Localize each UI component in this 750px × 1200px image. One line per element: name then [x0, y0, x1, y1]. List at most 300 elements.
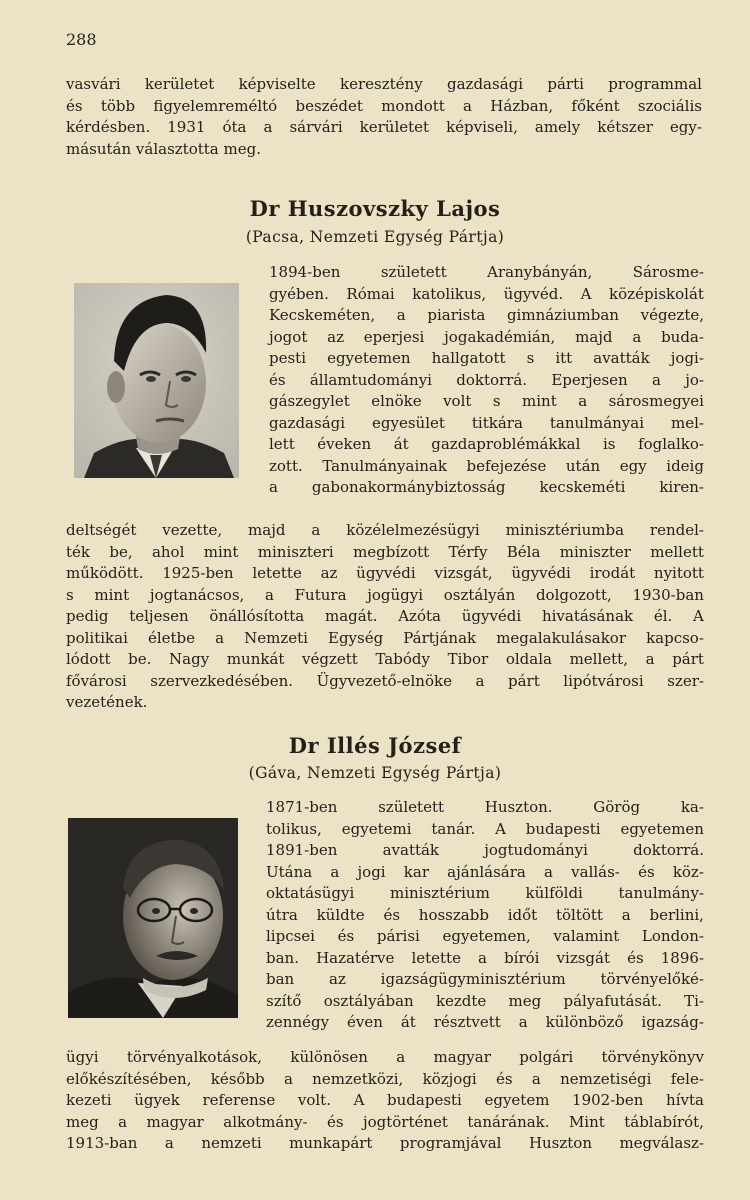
text-line — [66, 1069, 704, 1091]
bio-text-column — [266, 797, 704, 1034]
text-word: miniszteri — [257, 542, 334, 561]
text-word: fővárosi — [66, 671, 127, 690]
text-word: különböző — [545, 1013, 624, 1031]
text-word: ban — [266, 970, 295, 988]
text-word: a — [651, 370, 661, 389]
text-word: katolikus, — [412, 284, 487, 303]
text-word: vizsgát, — [434, 564, 493, 582]
text-word: magyar — [433, 1048, 491, 1066]
text-line — [269, 434, 704, 456]
text-word: szer- — [667, 671, 704, 690]
text-line — [66, 585, 704, 607]
text-line — [266, 948, 704, 970]
text-word: tanulmányai — [549, 413, 645, 432]
text-word: mint — [94, 585, 130, 604]
text-word: és — [66, 96, 83, 115]
text-word: A — [353, 1091, 365, 1109]
text-line — [269, 284, 704, 306]
text-word: igazságügyminisztérium — [380, 970, 566, 988]
text-word: a — [645, 650, 655, 668]
text-word: keresztény — [340, 75, 423, 93]
text-word: jogtudományi — [484, 841, 588, 859]
text-word: megválasz- — [619, 1134, 704, 1152]
text-word: miniszter — [559, 542, 631, 561]
text-word: avatták — [382, 841, 440, 859]
text-word: vizsgát — [556, 948, 610, 967]
text-word: titkára — [471, 413, 523, 432]
text-word: kerületet — [359, 118, 430, 136]
bio-text-full — [66, 1047, 704, 1155]
text-word: tanárának. — [467, 1112, 550, 1131]
text-word: gyében. — [269, 284, 329, 303]
text-word: mellett — [650, 542, 704, 561]
text-word: dolgozott, — [535, 585, 612, 604]
text-word: munkát — [226, 650, 285, 668]
text-word: mint — [522, 392, 557, 410]
text-word: gazdaproblémákkal — [431, 435, 581, 453]
text-word: főként — [571, 96, 620, 115]
text-word: töltött — [555, 905, 603, 924]
text-line — [66, 606, 704, 628]
text-word: pályafutását. — [563, 991, 662, 1010]
text-word: foglalko- — [638, 435, 704, 453]
text-word: és — [326, 1112, 344, 1131]
text-word: osztályában — [323, 991, 414, 1010]
text-line — [66, 96, 702, 118]
text-word: sárvári — [289, 118, 343, 136]
text-word: a — [164, 1134, 174, 1152]
text-line — [266, 991, 704, 1013]
text-word: programjával — [399, 1134, 502, 1152]
text-word: a — [632, 327, 642, 346]
text-line — [266, 797, 704, 819]
text-word: egyetemen — [327, 349, 411, 367]
text-word: az — [329, 970, 346, 988]
text-word: másután választotta meg. — [66, 139, 261, 158]
text-word: Ügyvezető-elnöke — [316, 671, 452, 690]
text-word: Görög — [593, 798, 641, 816]
text-word: oldala — [505, 650, 552, 668]
text-word: munkapárt — [289, 1134, 373, 1152]
text-word: doktorrá. — [456, 370, 528, 389]
text-word: Béla — [506, 542, 541, 561]
text-word: törvényalkotások, — [126, 1048, 263, 1066]
text-word: alkotmány- — [223, 1112, 308, 1131]
text-word: oktatásügyi — [266, 884, 355, 902]
text-word: után — [565, 456, 601, 475]
text-word: kérdésben. — [66, 118, 151, 136]
text-word: a — [531, 1069, 541, 1088]
text-word: gazdasági — [447, 75, 524, 93]
text-word: a — [463, 96, 472, 115]
text-line — [66, 1112, 704, 1134]
text-word: kapcso- — [646, 628, 704, 647]
text-word: mel- — [671, 413, 704, 432]
text-word: Pártjának — [403, 628, 477, 647]
text-line — [266, 1012, 704, 1034]
text-word: rendel- — [649, 521, 704, 539]
text-word: időt — [507, 905, 538, 924]
text-word: irodát — [589, 564, 636, 582]
text-word: piarista — [427, 306, 486, 324]
text-word: külföldi — [525, 884, 583, 902]
text-word: útra — [266, 905, 298, 924]
text-word: a — [396, 1048, 406, 1066]
text-line — [266, 905, 704, 927]
text-word: megbízott — [353, 542, 430, 561]
text-word: vallás- — [571, 862, 620, 881]
portrait-photo — [68, 818, 238, 1018]
text-word: át — [393, 435, 409, 453]
text-word: lipcsei — [266, 927, 315, 945]
text-word: pedig — [66, 607, 109, 625]
text-word: jo- — [685, 370, 704, 389]
text-line — [269, 370, 704, 392]
text-word: végzett — [302, 650, 358, 668]
text-word: a — [118, 1112, 128, 1131]
text-word: az — [327, 327, 344, 346]
text-word: küldte — [316, 905, 365, 924]
text-word: közélelmezésügyi — [346, 521, 480, 539]
text-word: képviseli, — [446, 118, 518, 136]
text-word: beszédet — [295, 96, 363, 115]
text-word: 1913-ban — [66, 1134, 138, 1152]
text-word: a — [215, 628, 225, 647]
text-word: Aranybányán, — [487, 263, 593, 281]
text-word: is — [603, 435, 616, 453]
text-word: doktorrá. — [633, 841, 704, 859]
text-word: volt — [443, 392, 472, 410]
text-line — [269, 305, 704, 327]
text-line — [269, 391, 704, 413]
text-word: a — [263, 118, 273, 136]
text-word: magát. — [324, 607, 378, 625]
text-word: önállósította — [209, 607, 305, 625]
text-word: mint — [203, 542, 239, 561]
text-word: A — [495, 819, 506, 838]
text-word: programmal — [608, 75, 702, 93]
text-word: egy — [619, 456, 647, 475]
text-word: vezette, — [162, 521, 223, 539]
text-word: és — [269, 370, 286, 389]
text-word: Huszton — [528, 1134, 592, 1152]
text-word: képviselte — [238, 75, 316, 93]
text-word: 1930-ban — [632, 585, 704, 604]
text-word: a — [475, 671, 485, 690]
text-word: kétszer — [597, 118, 653, 136]
text-word: éveken — [317, 435, 372, 453]
text-word: pesti — [269, 349, 307, 367]
text-word: jogot — [269, 327, 308, 346]
text-word: ügyvédi — [511, 564, 571, 582]
text-word: ban. — [266, 948, 299, 967]
text-word: egyesület — [372, 413, 445, 432]
text-word: 1902-ben — [572, 1091, 644, 1109]
text-word: gászegylet — [269, 392, 350, 410]
text-word: ügyvédi — [356, 564, 416, 582]
text-word: fele- — [670, 1069, 704, 1088]
text-word: ügyvédi — [461, 607, 522, 625]
text-word: kezdte — [435, 991, 487, 1010]
text-word: 1896- — [660, 948, 704, 967]
text-word: jogtanácsos, — [149, 585, 245, 604]
text-word: mondott — [381, 96, 445, 115]
text-word: igazság- — [641, 1013, 704, 1031]
text-word: 1931 — [167, 118, 206, 136]
text-word: Térfy — [448, 542, 488, 561]
text-word: párt — [508, 671, 540, 690]
text-word: nyitott — [653, 564, 704, 582]
text-word: budapesti — [525, 819, 601, 838]
text-word: és — [638, 862, 655, 881]
text-word: magyar — [146, 1112, 204, 1131]
text-word: Azóta — [398, 607, 441, 625]
text-word: majd — [248, 521, 286, 539]
page-number: 288 — [66, 30, 97, 49]
text-word: Hazatérve — [316, 948, 395, 967]
text-word: egyetemen, — [442, 927, 531, 945]
text-word: nemzeti — [201, 1134, 262, 1152]
text-word: jogi — [357, 862, 386, 881]
text-word: párti — [547, 75, 584, 93]
text-line — [66, 1133, 704, 1155]
text-line — [66, 1047, 704, 1069]
text-word: Házban, — [490, 96, 554, 115]
text-word: buda- — [661, 327, 704, 346]
text-word: Tabódy — [375, 650, 430, 668]
text-line — [66, 649, 704, 671]
text-word: avatták — [593, 349, 650, 367]
text-word: egyetemen — [620, 819, 704, 838]
text-word: Futura — [294, 585, 347, 604]
text-word: Tanulmányainak — [322, 456, 447, 475]
text-word: ideig — [666, 456, 704, 475]
text-word: a — [478, 948, 487, 967]
text-word: a — [578, 392, 588, 410]
text-word: tolikus, — [266, 819, 322, 838]
text-word: valamint — [553, 927, 620, 945]
text-word: befejezése — [466, 456, 547, 475]
text-word: a — [283, 1069, 293, 1088]
text-line — [66, 671, 704, 693]
text-word: végezte, — [640, 306, 704, 324]
entry-name: Dr Illés József — [288, 733, 462, 758]
intro-paragraph — [66, 74, 702, 160]
text-word: vezetének. — [66, 693, 148, 711]
text-line — [266, 840, 704, 862]
text-word: és — [627, 948, 644, 967]
text-word: a — [544, 862, 553, 881]
text-word: berlini, — [649, 905, 704, 924]
bio-text-full — [66, 520, 704, 714]
text-word: szervezkedésében. — [150, 671, 294, 690]
text-word: itt — [555, 349, 573, 367]
text-word: szociális — [637, 96, 702, 115]
text-word: 1891-ben — [266, 841, 338, 859]
text-word: államtudományi — [309, 370, 432, 389]
text-word: óta — [222, 118, 247, 136]
text-word: megalakulásakor — [496, 628, 626, 647]
text-word: s — [66, 585, 74, 604]
text-word: ügyi — [66, 1048, 99, 1066]
text-line — [66, 74, 702, 96]
text-word: polgári — [519, 1048, 574, 1066]
text-word: volt. — [297, 1091, 331, 1109]
text-word: Sárosme- — [632, 263, 704, 281]
text-word: át — [400, 1013, 416, 1031]
text-word: 1925-ben — [162, 564, 234, 582]
portrait-photo — [74, 283, 239, 478]
text-word: tanulmány- — [618, 884, 704, 902]
entry-name: Dr Huszovszky Lajos — [249, 196, 501, 221]
text-word: működött. — [66, 564, 144, 582]
entry-party: (Pacsa, Nemzeti Egység Pártja) — [245, 228, 505, 246]
text-word: előkészítésében, — [66, 1069, 192, 1088]
text-word: lódott — [66, 650, 111, 668]
text-word: Egység — [328, 628, 384, 647]
text-word: eperjesi — [363, 327, 425, 346]
text-word: hivatásának — [541, 607, 634, 625]
text-word: törvénykönyv — [601, 1048, 704, 1066]
text-word: kar — [403, 862, 429, 881]
text-word: táblabírót, — [624, 1112, 704, 1131]
text-word: jogakadémián, — [444, 327, 556, 346]
text-word: Utána — [266, 862, 313, 881]
text-word: egyetem — [484, 1091, 550, 1109]
text-word: hosszabb — [418, 905, 489, 924]
text-word: köz- — [672, 862, 704, 881]
text-line — [66, 1090, 704, 1112]
text-word: és — [337, 927, 355, 945]
text-line — [66, 520, 704, 542]
text-word: a — [330, 862, 340, 881]
text-word: Mint — [568, 1112, 605, 1131]
text-word: meg — [66, 1112, 99, 1131]
text-word: éven — [347, 1013, 383, 1031]
text-word: Ti- — [684, 991, 704, 1010]
text-word: hallgatott — [431, 349, 506, 367]
text-word: Nagy — [169, 650, 210, 668]
text-word: kiren- — [659, 478, 704, 496]
text-word: párt — [672, 650, 704, 668]
text-word: a — [621, 905, 631, 924]
text-word: ka- — [680, 798, 704, 816]
text-word: letette — [411, 948, 461, 967]
text-word: Kecskeméten, — [269, 306, 376, 324]
text-word: hívta — [666, 1091, 704, 1109]
text-word: minisztériumba — [505, 521, 625, 539]
text-word: mellett, — [569, 650, 628, 668]
text-word: meg — [508, 991, 542, 1010]
text-word: jogügyi — [367, 585, 424, 604]
text-word: politikai — [66, 628, 128, 647]
text-word: figyelemreméltó — [153, 96, 278, 115]
text-line — [266, 883, 704, 905]
text-word: egy- — [669, 118, 702, 136]
text-line — [66, 563, 704, 585]
text-word: s — [526, 349, 535, 367]
text-word: ajánlására — [447, 862, 526, 881]
text-word: született — [380, 263, 447, 281]
text-word: résztvett — [433, 1013, 501, 1031]
text-line — [266, 969, 704, 991]
text-word: Tibor — [447, 650, 489, 668]
text-word: Huszton. — [484, 798, 553, 816]
text-line — [266, 862, 704, 884]
text-line — [269, 477, 704, 499]
text-word: a — [269, 478, 278, 496]
text-line — [266, 819, 704, 841]
text-word: Nemzeti — [244, 628, 308, 647]
text-line — [66, 117, 702, 139]
text-word: deltségét — [66, 521, 137, 539]
text-word: párisi — [376, 927, 420, 945]
text-word: sárosmegyei — [608, 392, 704, 410]
text-word: 1871-ben — [266, 798, 338, 816]
text-word: él. — [653, 607, 673, 625]
text-word: a — [264, 585, 274, 604]
text-word: bírói — [504, 948, 540, 967]
text-word: referense — [202, 1091, 276, 1109]
text-word: az — [320, 564, 338, 582]
text-word: tanár. — [431, 819, 476, 838]
text-word: elnöke — [371, 392, 422, 410]
text-word: kezeti — [66, 1091, 112, 1109]
text-word: a — [396, 306, 406, 324]
entry-party: (Gáva, Nemzeti Egység Pártja) — [248, 764, 502, 782]
text-word: osztályán — [443, 585, 516, 604]
text-line — [66, 542, 704, 564]
text-word: középiskolát — [609, 284, 704, 303]
text-word: lipótvárosi — [563, 671, 644, 690]
text-word: gabonakormánybiztosság — [311, 478, 506, 496]
text-line — [269, 456, 704, 478]
text-line — [66, 692, 704, 714]
text-word: majd — [575, 327, 613, 346]
text-word: Római — [346, 284, 395, 303]
text-word: A — [693, 607, 704, 625]
text-word: törvényelőké- — [600, 970, 704, 988]
text-line — [269, 413, 704, 435]
text-word: kecskeméti — [539, 478, 626, 496]
text-word: ték — [66, 542, 90, 561]
text-word: Eperjesen — [551, 370, 628, 389]
text-word: vasvári — [66, 75, 121, 93]
text-word: jogi- — [670, 349, 704, 367]
text-word: közjogi — [422, 1069, 477, 1088]
text-word: született — [378, 798, 445, 816]
text-word: ahol — [151, 542, 185, 561]
text-word: be. — [128, 650, 152, 668]
text-word: különösen — [290, 1048, 368, 1066]
text-word: ügyvéd. — [503, 284, 564, 303]
text-line — [269, 262, 704, 284]
text-word: a — [518, 1013, 528, 1031]
text-word: amely — [534, 118, 581, 136]
text-word: jogtörténet — [362, 1112, 448, 1131]
text-word: be, — [109, 542, 133, 561]
text-word: szítő — [266, 991, 302, 1010]
text-word: nemzetiségi — [560, 1069, 652, 1088]
text-word: több — [100, 96, 136, 115]
text-word: nemzetközi, — [312, 1069, 404, 1088]
text-word: kerületet — [144, 75, 215, 93]
text-line — [269, 348, 704, 370]
text-word: gimnáziumban — [506, 306, 619, 324]
text-word: és — [496, 1069, 513, 1088]
text-word: lett — [269, 435, 295, 453]
text-word: később — [210, 1069, 265, 1088]
